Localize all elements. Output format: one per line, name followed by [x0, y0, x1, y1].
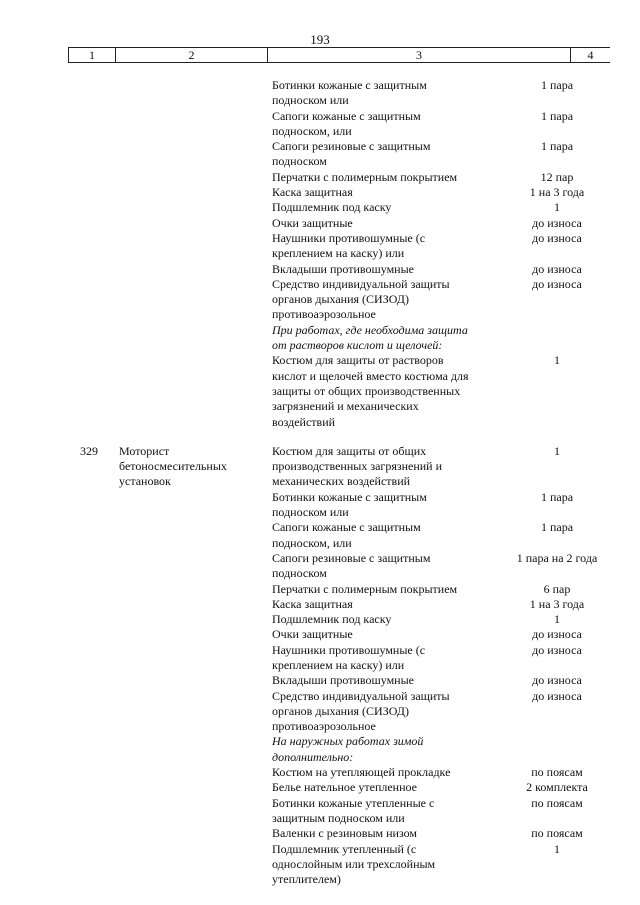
ppe-item: Средство индивидуальной защиты органов дыхания (СИЗОД) противоаэрозольное [272, 276, 450, 322]
ppe-quantity: 1 [554, 353, 560, 368]
table-row [0, 520, 640, 551]
ppe-quantity: 6 пар [543, 581, 571, 596]
table-row [0, 612, 640, 627]
ppe-quantity: 1 пара [540, 139, 574, 154]
table-row [0, 734, 640, 765]
row-number: 329 [80, 443, 98, 458]
ppe-quantity: 1 пара [540, 520, 574, 535]
ppe-item: Костюм на утепляющей прокладке [272, 765, 451, 780]
table-row [0, 689, 640, 735]
ppe-item: Ботинки кожаные с защитным подноском или [272, 489, 427, 520]
table-row [0, 200, 640, 215]
ppe-item: Вкладыши противошумные [272, 261, 414, 276]
ppe-quantity: до износа [532, 276, 582, 291]
table-row [0, 231, 640, 262]
table-row [0, 780, 640, 795]
ppe-quantity: 1 [554, 612, 560, 627]
table-row [0, 170, 640, 185]
ppe-item: Валенки с резиновым низом [272, 826, 418, 841]
ppe-item: Сапоги резиновые с защитным подноском [272, 139, 431, 169]
table-row [0, 323, 640, 354]
header-col-1: 1 [68, 48, 115, 62]
ppe-item: Перчатки с полимерным покрытием [272, 169, 458, 184]
condition-note: На наружных работах зимой дополнительно: [272, 734, 424, 764]
table-body [0, 78, 640, 887]
profession-name: Моторист бетоносмесительных установок [119, 443, 227, 489]
ppe-quantity: до износа [532, 642, 582, 657]
table-row [0, 643, 640, 674]
table-row [0, 673, 640, 688]
table-row [0, 353, 640, 429]
ppe-item: Наушники противошумные (с креплением на каску) или [272, 642, 426, 672]
table-row [0, 765, 640, 780]
ppe-item: Ботинки кожаные с защитным подноском или [272, 78, 427, 108]
ppe-quantity: 1 пара [540, 78, 574, 92]
ppe-quantity: до износа [532, 230, 582, 245]
ppe-item: Перчатки с полимерным покрытием [272, 581, 458, 596]
ppe-quantity: 1 на 3 года [529, 596, 585, 611]
ppe-quantity: до износа [532, 688, 582, 703]
ppe-item: Очки защитные [272, 215, 353, 230]
ppe-quantity: по поясам [531, 765, 583, 780]
ppe-item: Костюм для защиты от растворов кислот и щелочей вместо костюма для защиты от общих производственных загрязнений и механических воздействий [272, 353, 469, 429]
ppe-item: Сапоги резиновые с защитным подноском [272, 550, 431, 581]
section-329 [0, 444, 640, 888]
ppe-item: Вкладыши противошумные [272, 673, 414, 688]
table-row [0, 826, 640, 841]
table-row [0, 796, 640, 827]
page-number: 193 [310, 32, 330, 47]
table-row [0, 597, 640, 612]
ppe-item: Сапоги кожаные с защитным подноском, или [272, 108, 421, 138]
ppe-item: Каска защитная [272, 596, 353, 611]
section-continuation [0, 78, 640, 430]
ppe-item: Подшлемник под каску [272, 200, 392, 215]
header-col-3: 3 [267, 48, 570, 62]
table-header-row [68, 47, 610, 63]
table-row [0, 139, 640, 170]
table-row [0, 551, 640, 582]
ppe-quantity: 1 [554, 841, 560, 856]
header-col-2: 2 [115, 48, 267, 62]
ppe-item: Сапоги кожаные с защитным подноском, или [272, 520, 421, 550]
ppe-quantity: 1 пара [540, 489, 574, 504]
ppe-item: Наушники противошумные (с креплением на каску) или [272, 230, 426, 261]
table-row [0, 109, 640, 140]
ppe-quantity: 1 на 3 года [529, 185, 585, 200]
table-row [0, 185, 640, 200]
ppe-quantity: 12 пар [540, 169, 574, 184]
table-row [0, 582, 640, 597]
ppe-quantity: по поясам [531, 826, 583, 841]
ppe-quantity: по поясам [531, 795, 583, 810]
ppe-item: Каска защитная [272, 185, 353, 200]
table-row [0, 277, 640, 323]
ppe-item: Очки защитные [272, 627, 353, 642]
table-row [0, 444, 640, 490]
ppe-quantity: 1 пара на 2 года [516, 550, 598, 565]
table-row [0, 262, 640, 277]
ppe-item: Костюм для защиты от общих производственных загрязнений и механических воздействий [272, 443, 443, 489]
table-row [0, 627, 640, 642]
ppe-quantity: до износа [532, 673, 582, 688]
header-col-4: 4 [570, 48, 610, 62]
table-row [0, 216, 640, 231]
ppe-item: Подшлемник под каску [272, 612, 392, 627]
ppe-quantity: до износа [532, 215, 582, 230]
ppe-quantity: 1 [554, 200, 560, 215]
table-row [0, 490, 640, 521]
condition-note: При работах, где необходима защита от растворов кислот и щелочей: [272, 322, 468, 353]
ppe-quantity: до износа [532, 261, 582, 276]
ppe-item: Подшлемник утепленный (с однослойным или трехслойным утеплителем) [272, 841, 436, 887]
ppe-item: Белье нательное утепленное [272, 780, 417, 795]
ppe-item: Средство индивидуальной защиты органов дыхания (СИЗОД) противоаэрозольное [272, 688, 450, 734]
ppe-quantity: 1 пара [540, 108, 574, 123]
ppe-item: Ботинки кожаные утепленные с защитным подноском или [272, 795, 435, 825]
ppe-quantity: до износа [532, 627, 582, 642]
ppe-quantity: 1 [554, 443, 560, 458]
table-row [0, 842, 640, 888]
table-row [0, 78, 640, 109]
ppe-quantity: 2 комплекта [526, 780, 588, 795]
